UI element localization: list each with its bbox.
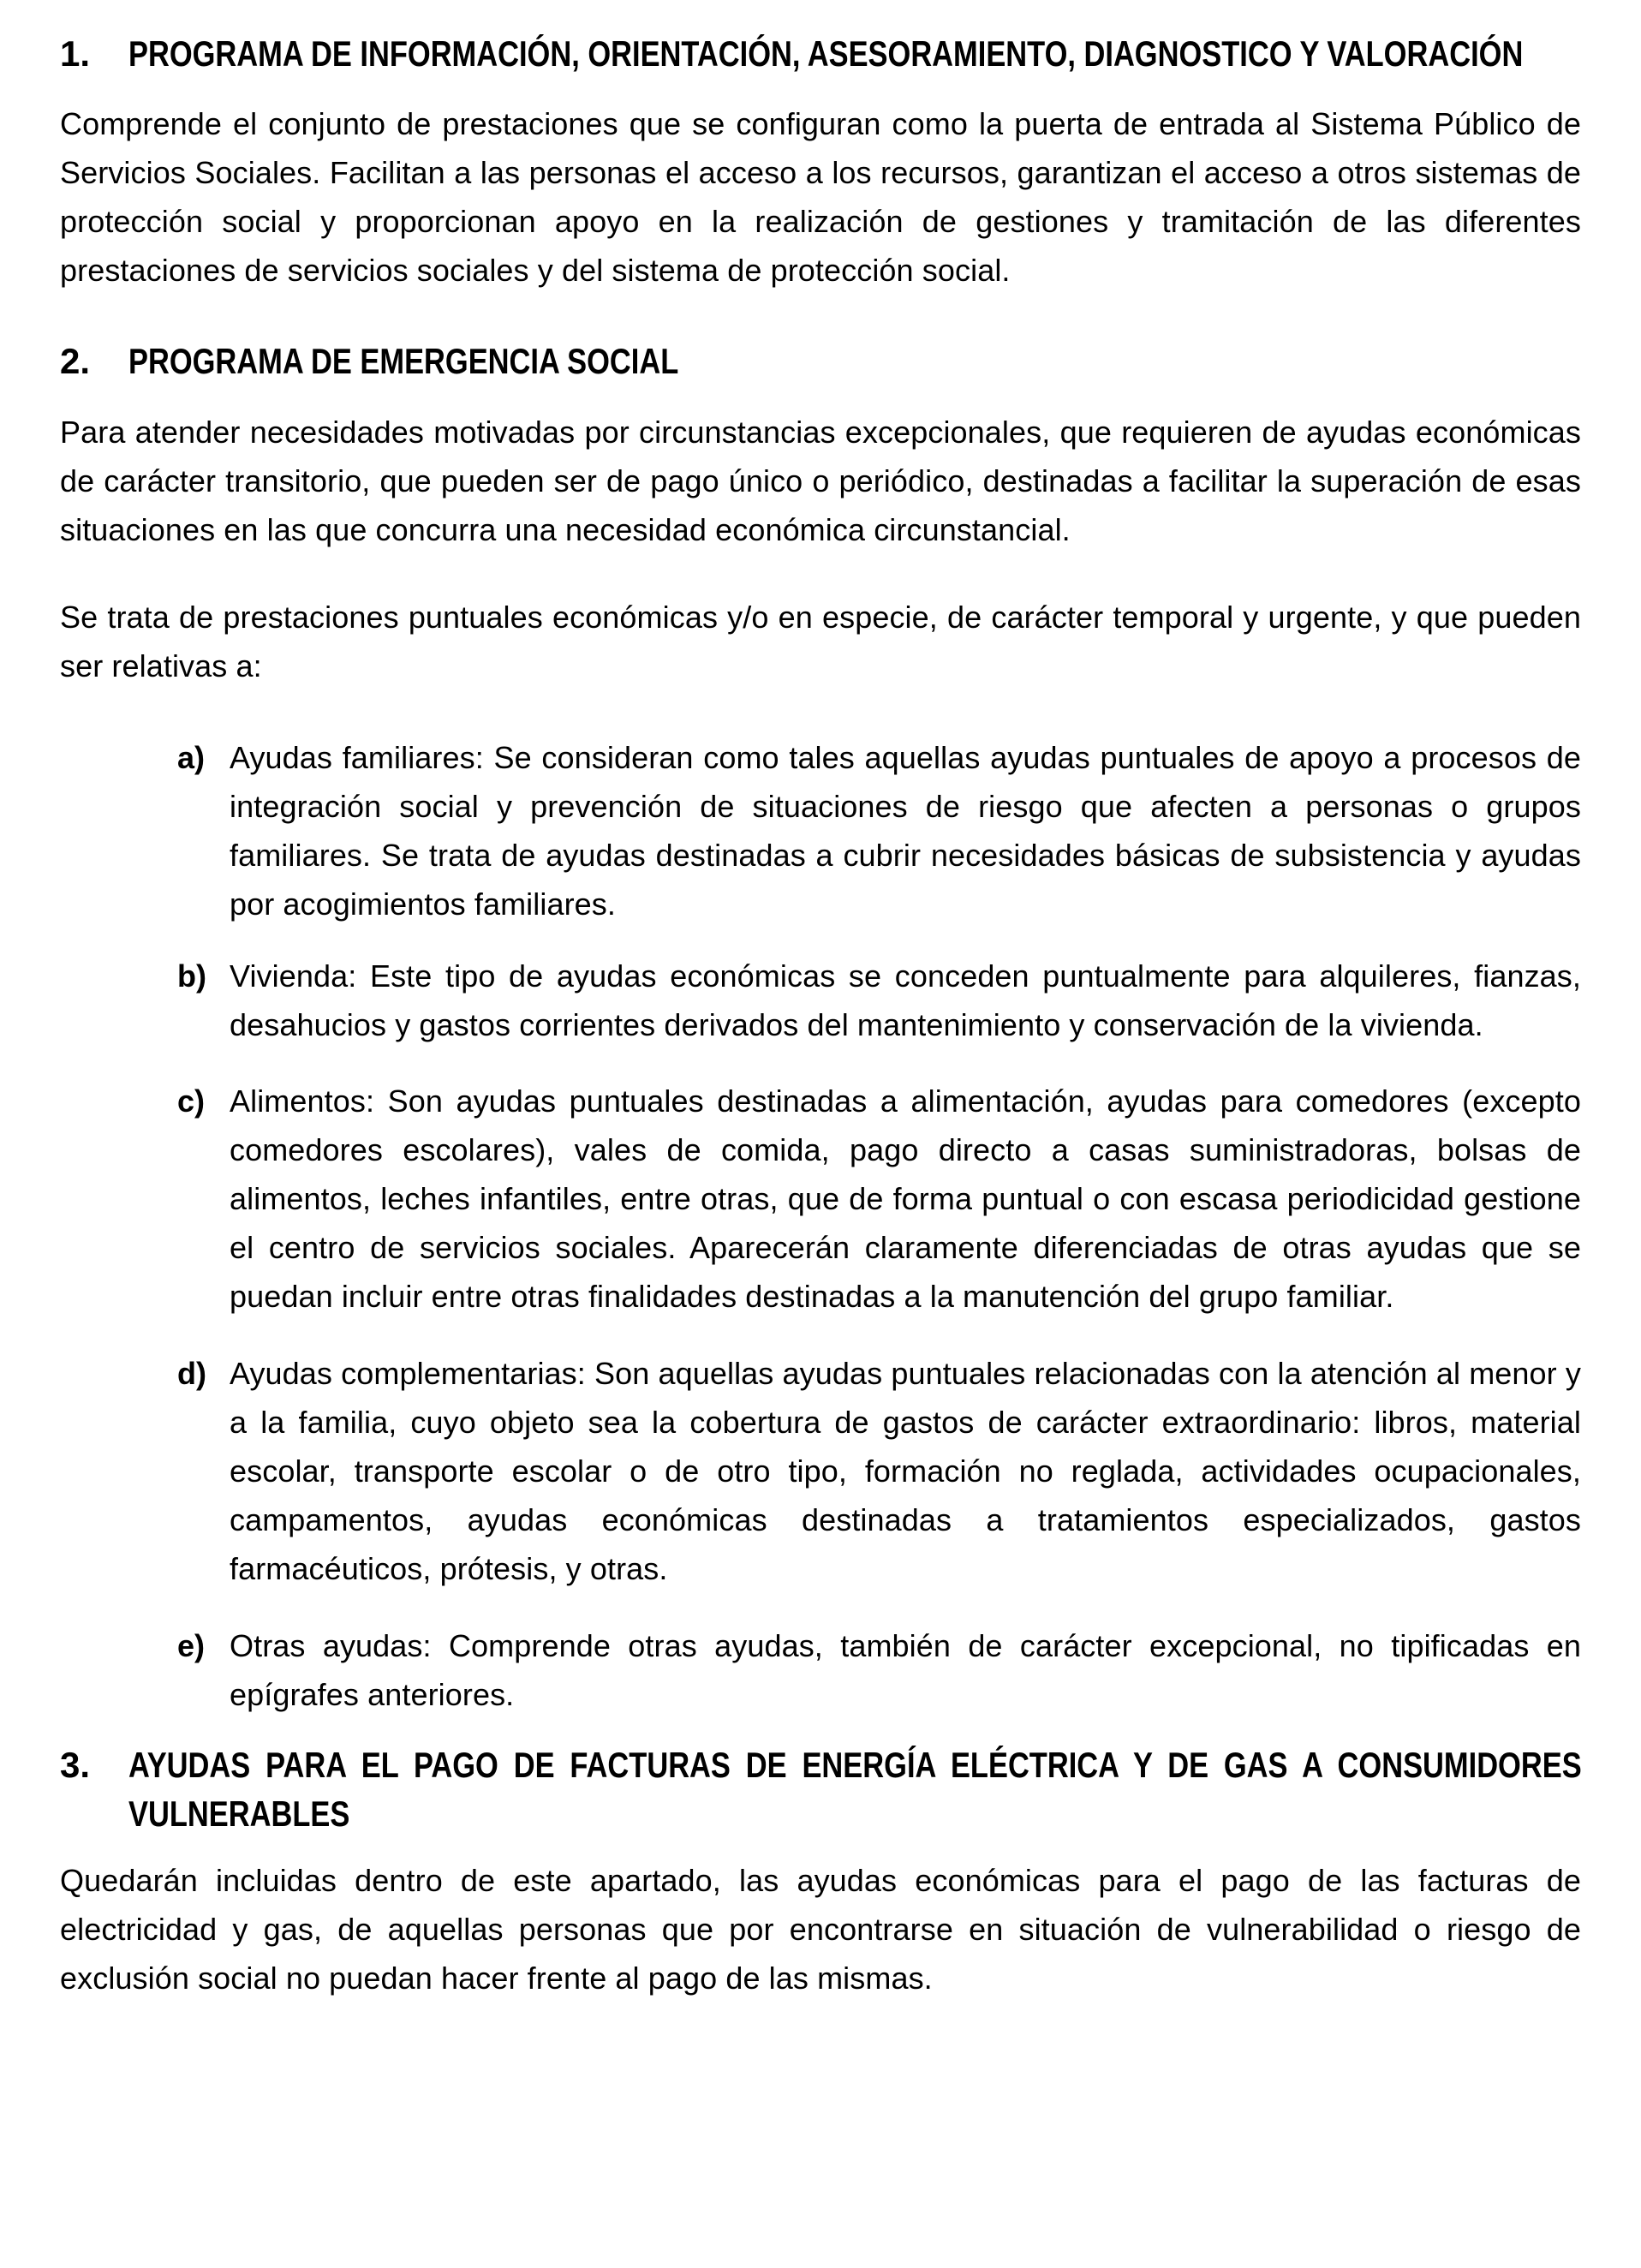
list-item-text: Otras ayudas: Comprende otras ayudas, también de carácter excepcional, no tipificadas en epígrafes anteriores. bbox=[230, 1628, 1581, 1712]
section-1-number: 1. bbox=[60, 33, 91, 74]
list-item-letter: d) bbox=[177, 1356, 206, 1391]
section-1-title-box bbox=[128, 29, 1581, 78]
section-3-heading bbox=[60, 1740, 1581, 1838]
list-item-c bbox=[177, 1077, 1581, 1321]
list-item-d bbox=[177, 1349, 1581, 1593]
section-1-title: PROGRAMA DE INFORMACIÓN, ORIENTACIÓN, ASESORAMIENTO, DIAGNOSTICO Y VALORACIÓN bbox=[128, 33, 1524, 74]
list-item-letter: c) bbox=[177, 1083, 206, 1119]
list-item-e bbox=[177, 1621, 1581, 1719]
section-2-paragraph-1: Para atender necesidades motivadas por circunstancias excepcionales, que requieren de ayudas económicas de carácter transitorio, que pueden ser de pago único o periódico, destinadas a facilitar la superación de esas situaciones en las que concurra una necesidad económica circunstancial. bbox=[60, 415, 1581, 547]
section-1-paragraph: Comprende el conjunto de prestaciones que se configuran como la puerta de entrada al Sistema Público de Servicios Sociales. Facilitan a las personas el acceso a los recursos, garantizan el acceso a otros sistemas de protección social y proporcionan apoyo en la realización de gestiones y tramitación de las diferentes prestaciones de servicios sociales y del sistema de protección social. bbox=[60, 106, 1581, 288]
section-2-paragraph-2: Se trata de prestaciones puntuales económicas y/o en especie, de carácter temporal y urgente, y que pueden ser relativas a: bbox=[60, 600, 1581, 683]
list-item-b bbox=[177, 952, 1581, 1049]
list-item-text: Vivienda: Este tipo de ayudas económicas se conceden puntualmente para alquileres, fianzas, desahucios y gastos corrientes derivados del mantenimiento y conservación de la vivienda. bbox=[230, 958, 1581, 1042]
section-1-heading bbox=[60, 29, 1581, 78]
section-2-title-box bbox=[128, 337, 1581, 385]
section-3-paragraph: Quedarán incluidas dentro de este apartado, las ayudas económicas para el pago de las facturas de electricidad y gas, de aquellas personas que por encontrarse en situación de vulnerabilidad o riesgo de exclusión social no puedan hacer frente al pago de las mismas. bbox=[60, 1863, 1581, 1996]
list-item-letter: e) bbox=[177, 1628, 206, 1663]
section-2-title: PROGRAMA DE EMERGENCIA SOCIAL bbox=[128, 341, 679, 381]
list-item-letter: a) bbox=[177, 740, 206, 775]
list-item-text: Ayudas complementarias: Son aquellas ayudas puntuales relacionadas con la atención al menor y a la familia, cuyo objeto sea la cobertura de gastos de carácter extraordinario: libros, material escolar, transporte escolar o de otro tipo, formación no reglada, actividades ocupacionales, campamentos, ayudas económicas destinadas a tratamientos especializados, gastos farmacéuticos, prótesis, y otras. bbox=[230, 1356, 1581, 1586]
list-item-text: Ayudas familiares: Se consideran como tales aquellas ayudas puntuales de apoyo a procesos de integración social y prevención de situaciones de riesgo que afecten a personas o grupos familiares. Se trata de ayudas destinadas a cubrir necesidades básicas de subsistencia y ayudas por acogimientos familiares. bbox=[230, 740, 1581, 922]
section-3-title: AYUDAS PARA EL PAGO DE FACTURAS DE ENERGÍA ELÉCTRICA Y DE GAS A CONSUMIDORES VULNERABLES bbox=[128, 1745, 1582, 1834]
list-item-a bbox=[177, 733, 1581, 928]
section-2-number: 2. bbox=[60, 341, 91, 381]
section-2-heading bbox=[60, 337, 1581, 385]
section-3-title-box bbox=[128, 1740, 1581, 1838]
list-item-letter: b) bbox=[177, 958, 206, 994]
list-item-text: Alimentos: Son ayudas puntuales destinadas a alimentación, ayudas para comedores (excepto comedores escolares), vales de comida, pago directo a casas suministradoras, bolsas de alimentos, leches infantiles, entre otras, que de forma puntual o con escasa periodicidad gestione el centro de servicios sociales. Aparecerán claramente diferenciadas de otras ayudas que se puedan incluir entre otras finalidades destinadas a la manutención del grupo familiar. bbox=[230, 1083, 1581, 1314]
section-3-number: 3. bbox=[60, 1745, 91, 1785]
